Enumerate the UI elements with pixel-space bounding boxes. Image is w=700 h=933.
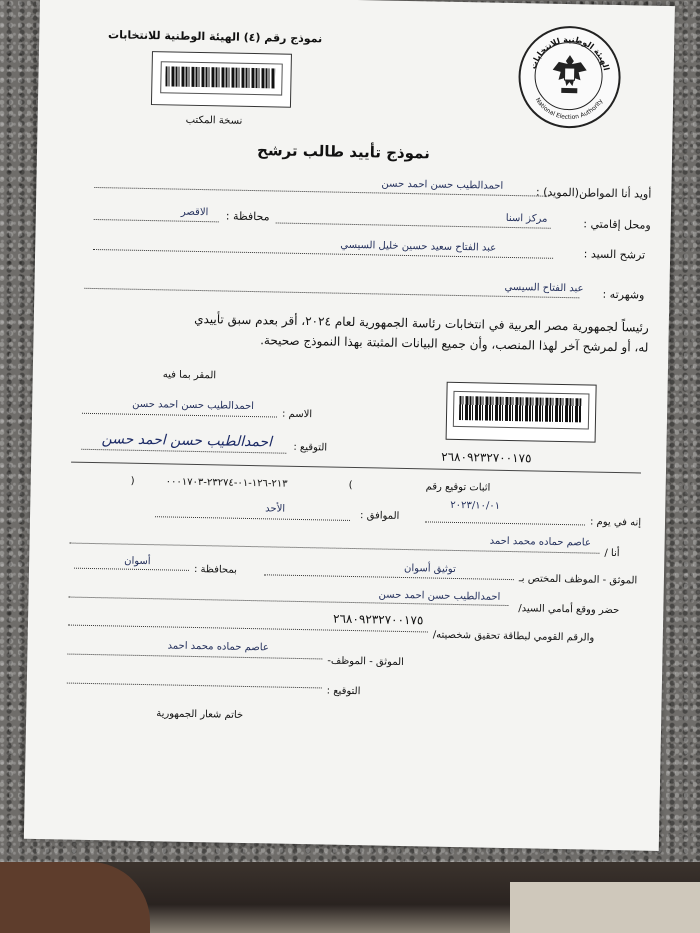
floor-background: [0, 862, 700, 933]
officer-value: عاصم حماده محمد احمد: [167, 640, 269, 654]
governorate-label: محافظة :: [225, 209, 270, 224]
declaration-line-1: رئيساً لجمهورية مصر العربية في انتخابات رئاسة الجمهورية لعام ٢٠٢٤، أقر بعدم سبق تأييدي: [194, 311, 649, 335]
logo-english-text: National Election Authority: [533, 96, 605, 122]
notary-governorate-value: أسوان: [124, 555, 151, 568]
national-election-authority-logo: [518, 25, 622, 129]
date-value: ٢٠٢٣/١٠/٠١: [450, 499, 501, 512]
sign-label: التوقيع :: [326, 685, 361, 698]
office-barcode: [151, 51, 292, 108]
date-label: الموافق :: [359, 510, 400, 522]
citizen-label: أويد أنا المواطن(المويد) :: [535, 185, 652, 201]
declarant-signature-label: التوقيع :: [293, 441, 328, 454]
declarant-heading: المقر بما فيه: [162, 369, 217, 382]
id-value: ٢٦٨٠٩٢٣٢٧٠٠١٧٥: [332, 611, 424, 628]
logo-arabic-text: الهيئة الوطنية للانتخابات: [528, 35, 611, 72]
notary-label: الموثق - الموظف المختص بـ: [518, 573, 638, 587]
citizen-value: احمدالطيب حسن احمد حسن: [381, 178, 504, 192]
notary-governorate-label: بمحافظة :: [193, 563, 238, 576]
section-divider: [71, 462, 641, 474]
form-title: نموذج تأييد طالب ترشح: [256, 141, 430, 163]
certification-number-label: اثبات توقيع رقم: [425, 481, 491, 494]
id-label: والرقم القومي لبطاقة تحقيق شخصيته/: [432, 629, 595, 644]
residence-label: ومحل إقامتي :: [583, 217, 651, 232]
certification-number-value: ٢١٣-١٢٦-٠١-٢٣٢٧٤-٠٠٠١٧٠٣: [165, 476, 288, 490]
floor-tile: [510, 882, 700, 933]
eagle-emblem-icon: [550, 52, 589, 97]
me-value: عاصم حماده محمد احمد: [489, 535, 591, 549]
endorsement-form-paper: نموذج رقم (٤) الهيئة الوطنية للانتخابات نسخة المكتب الهيئة الوطنية للانتخابات National Election Authority نموذج تأييد طالب ترشح أويد أنا المواطن(المويد) : احمدالطيب حسن احمد حسن ومحل إقامتي : مركز اسنا محافظة : الاقصر ترشح السيد : عبد الفتاح سعيد حسين خليل السيسي وشهرته : عبد الفتاح السيسي رئيساً لجمهورية مصر العربية في انتخابات رئاسة الجمهورية لعام ٢٠٢٤، أقر بعدم سبق تأييدي له، أو لمرشح آخر لهذا المنصب، وأن جميع البيانات المثبتة بهذا النموذج صحيحة. المقر بما فيه الاسم : احمدالطيب حسن احمد حسن التوقيع : احمدالطيب حسن احمد حسن ٢٦٨٠٩٢٣٢٧٠٠١٧٥ اثبات توقيع رقم ( ٢١٣-١٢٦-٠١-٢٣٢٧٤-٠٠٠١٧٠٣ ) إنه في يوم : ٢٠٢٣/١٠/٠١ الموافق : الأحد أنا / عاصم حماده محمد احمد الموثق - الموظف المختص بـ توثيق أسوان بمحافظة : أسوان حضر ووقع أمامي السيد/ احمدالطيب حسن احمد حسن والرقم القومي لبطاقة تحقيق شخصيته/ ٢٦٨٠٩٢٣٢٧٠٠١٧٥ الموثق - الموظف- عاصم حماده محمد احمد التوقيع : خاتم شعار الجمهورية: [24, 0, 675, 851]
seal-label: خاتم شعار الجمهورية: [156, 708, 244, 721]
hand-shadow: [0, 862, 150, 933]
nickname-label: وشهرته :: [602, 287, 645, 302]
copy-label: نسخة المكتب: [185, 114, 243, 127]
declarant-name-value: احمدالطيب حسن احمد حسن: [132, 398, 255, 413]
nickname-value: عبد الفتاح السيسي: [504, 281, 584, 295]
notary-value: توثيق أسوان: [403, 563, 456, 575]
nominee-label: ترشح السيد :: [583, 247, 646, 262]
day-value: الأحد: [265, 503, 286, 515]
declarant-signature: احمدالطيب حسن احمد حسن: [101, 431, 273, 451]
governorate-value: الاقصر: [180, 206, 209, 219]
declarant-national-id: ٢٦٨٠٩٢٣٢٧٠٠١٧٥: [441, 449, 532, 466]
day-label: إنه في يوم :: [589, 516, 642, 529]
nominee-value: عبد الفتاح سعيد حسين خليل السيسي: [340, 239, 497, 254]
declarant-name-label: الاسم :: [281, 408, 313, 421]
residence-value: مركز اسنا: [505, 212, 548, 225]
officer-label: الموثق - الموظف-: [327, 655, 404, 669]
declarant-barcode: [446, 382, 597, 443]
form-number: نموذج رقم (٤) الهيئة الوطنية للانتخابات: [107, 28, 323, 46]
me-label: أنا /: [604, 547, 620, 560]
appeared-value: احمدالطيب حسن احمد حسن: [378, 589, 501, 603]
appeared-label: حضر ووقع أمامي السيد/: [518, 603, 620, 617]
declaration-line-2: له، أو لمرشح آخر لهذا المنصب، وأن جميع البيانات المثبتة بهذا النموذج صحيحة.: [260, 333, 649, 355]
